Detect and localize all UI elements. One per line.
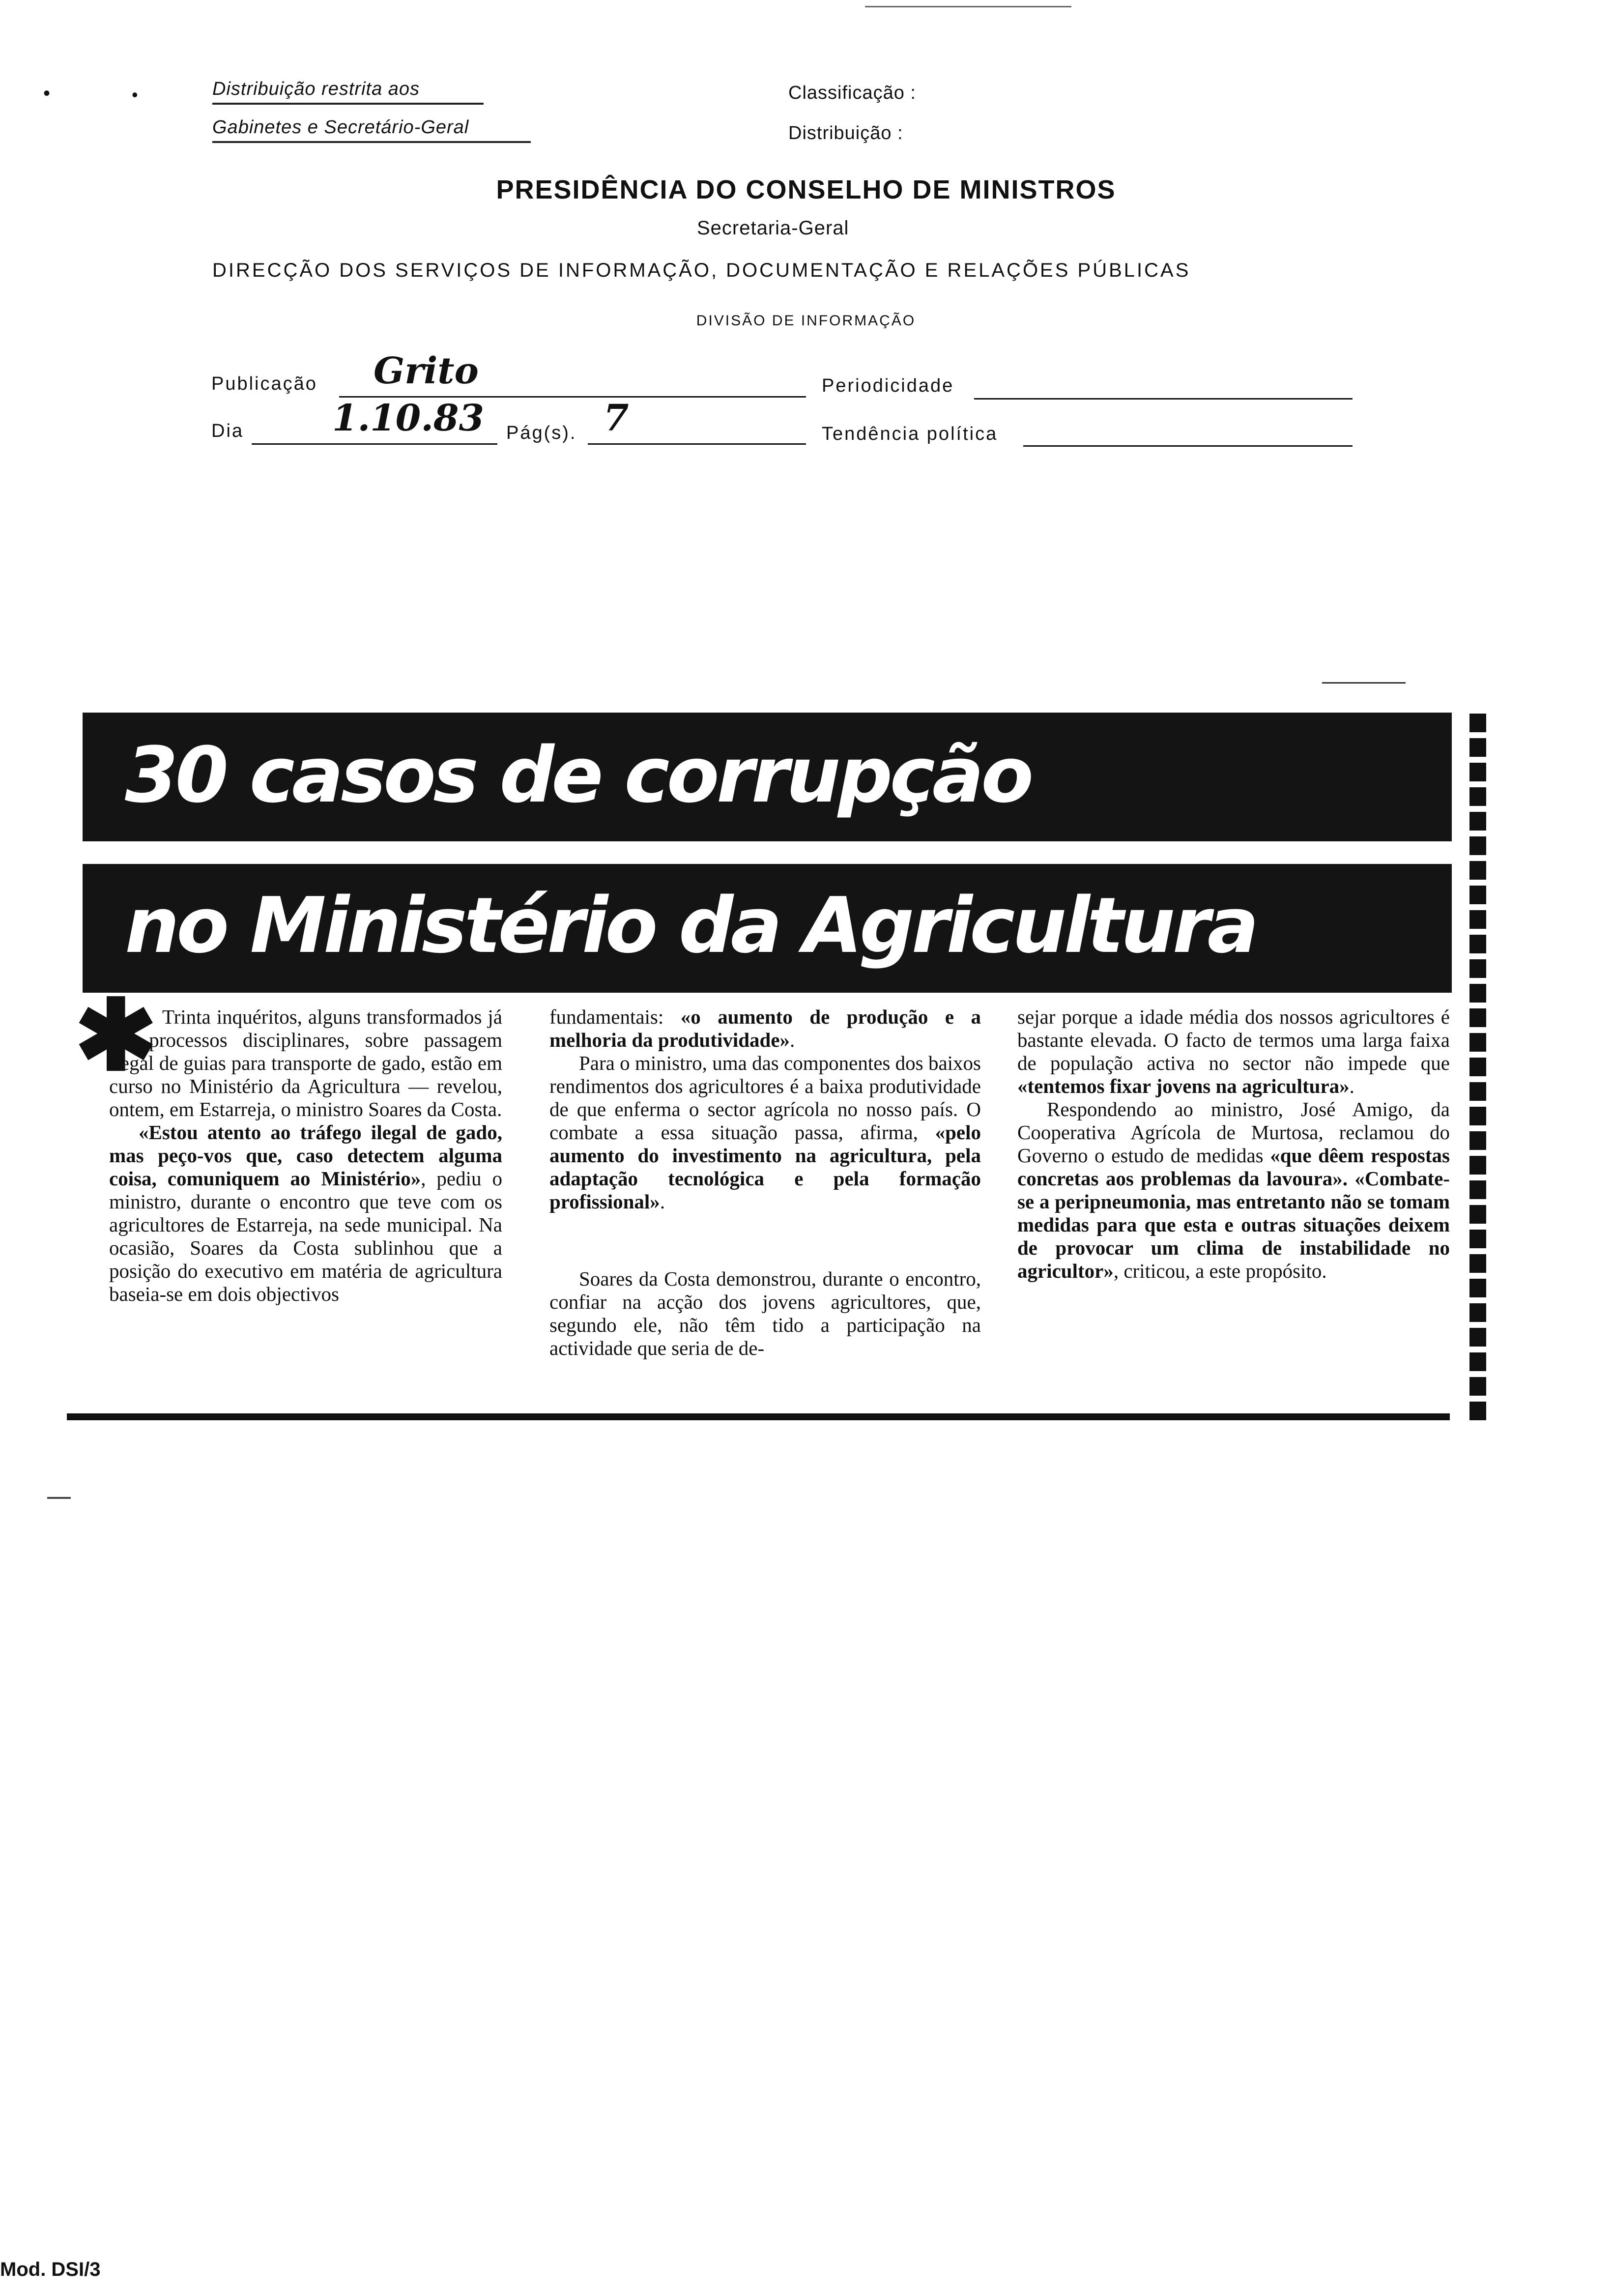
- border-square: [1469, 787, 1486, 806]
- direccao-label: DIRECÇÃO DOS SERVIÇOS DE INFORMAÇÃO, DOCUMENTAÇÃO E RELAÇÕES PÚBLICAS: [212, 259, 1191, 281]
- column-3-text: Respondendo ao ministro, José Amigo, da Cooperativa Agrícola de Murtosa, reclamou do Governo o estudo de medidas: [1017, 1098, 1450, 1167]
- border-square: [1469, 1377, 1486, 1396]
- column-2-quote: «o aumento de produção e a melhoria da produtividade»: [549, 1005, 981, 1051]
- border-square: [1469, 1058, 1486, 1076]
- dia-line: [252, 443, 497, 445]
- column-3-paragraph-1: [1017, 1005, 1450, 1098]
- tendencia-label: Tendência política: [822, 424, 998, 444]
- column-2-paragraph-2: [549, 1052, 981, 1213]
- border-square: [1469, 959, 1486, 978]
- border-square: [1469, 714, 1486, 732]
- border-square: [1469, 1303, 1486, 1322]
- dia-value: 1.10.83: [332, 397, 484, 439]
- border-square: [1469, 1205, 1486, 1224]
- border-square: [1469, 1180, 1486, 1199]
- column-1-quote: «Estou atento ao tráfego ilegal de gado, mas peço-vos que, caso detectem alguma coisa, comuniquem ao Ministério»: [109, 1121, 502, 1190]
- column-2-text: fundamentais:: [549, 1005, 681, 1028]
- border-square: [1469, 1082, 1486, 1101]
- divider: [1322, 682, 1406, 684]
- asterisk-icon: ✱: [75, 982, 157, 1091]
- distribuicao-label: Distribuição :: [788, 123, 903, 144]
- column-2-quote: «pelo aumento do investimento na agricultura, pela adaptação tecnológica e pela formação profissional»: [549, 1121, 981, 1213]
- publicacao-value: Grito: [374, 350, 479, 392]
- border-square: [1469, 763, 1486, 781]
- border-square: [1469, 1352, 1486, 1371]
- column-1-paragraph-2: [109, 1121, 502, 1306]
- column-3-text: , criticou, a este propósito.: [1113, 1260, 1327, 1282]
- column-3-quote: «tentemos fixar jovens na agricultura»: [1017, 1075, 1350, 1097]
- border-square: [1469, 836, 1486, 855]
- border-square: [1469, 886, 1486, 904]
- border-square: [1469, 1008, 1486, 1027]
- column-2-paragraph-1: [549, 1005, 981, 1052]
- border-square: [1469, 1402, 1486, 1420]
- border-square: [1469, 1107, 1486, 1125]
- article-column-3: [1017, 1005, 1450, 1283]
- pags-line: [588, 443, 806, 445]
- tendencia-line: [1023, 445, 1353, 447]
- article-bottom-rule: [67, 1413, 1450, 1420]
- pags-value: 7: [604, 397, 629, 439]
- border-square: [1469, 984, 1486, 1003]
- column-3-paragraph-2: [1017, 1098, 1450, 1283]
- publicacao-label: Publicação: [211, 373, 317, 394]
- column-3-text: sejar porque a idade média dos nossos agricultores é bastante elevada. O facto de termos uma larga faixa de população activa no sector não impede que: [1017, 1005, 1450, 1074]
- column-2-text: Para o ministro, uma das componentes dos baixos rendimentos dos agricultores é a baixa produtividade de que enferma o sector agrícola no nosso país. O combate a essa situação passa, afirma,: [549, 1052, 981, 1144]
- border-square: [1469, 1230, 1486, 1248]
- border-square: [1469, 1033, 1486, 1052]
- column-2-paragraph-3: Soares da Costa demonstrou, durante o encontro, confiar na acção dos jovens agricultores, que, segundo ele, não têm tido a participação na actividade que seria de de-: [549, 1267, 981, 1359]
- pags-label: Pág(s).: [506, 423, 577, 443]
- divisao-label: DIVISÃO DE INFORMAÇÃO: [696, 313, 916, 329]
- periodicidade-label: Periodicidade: [822, 375, 954, 396]
- secretaria-label: Secretaria-Geral: [697, 217, 849, 239]
- periodicidade-line: [974, 398, 1353, 400]
- classificacao-label: Classificação :: [788, 83, 916, 103]
- headline-line-1: 30 casos de corrupção: [125, 730, 1031, 820]
- column-2-text: .: [660, 1190, 665, 1213]
- column-2-text: .: [790, 1029, 795, 1051]
- border-square: [1469, 1254, 1486, 1273]
- border-square: [1469, 1279, 1486, 1297]
- form-code: Mod. DSI/3: [0, 2259, 101, 2280]
- headline-bar-2: [83, 864, 1452, 993]
- article-column-1: [109, 1005, 502, 1306]
- column-3-text: .: [1349, 1075, 1354, 1097]
- headline-line-2: no Ministério da Agricultura: [125, 881, 1256, 970]
- right-border-squares: [1469, 714, 1486, 1431]
- organization-title: PRESIDÊNCIA DO CONSELHO DE MINISTROS: [496, 175, 1116, 204]
- border-square: [1469, 935, 1486, 953]
- border-square: [1469, 1131, 1486, 1150]
- margin-mark: [865, 6, 1071, 7]
- margin-mark: [47, 1497, 71, 1499]
- restriction-line-1: Distribuição restrita aos: [212, 79, 484, 105]
- column-1-paragraph-1: Trinta inquéritos, alguns transformados já em processos disciplinares, sobre passagem ilegal de guias para transporte de gado, estão em curso no Ministério da Agricultura — revelou, ontem, em Estarreja, o ministro Soares da Costa.: [109, 1005, 502, 1120]
- border-square: [1469, 812, 1486, 831]
- border-square: [1469, 861, 1486, 880]
- column-3-quote: «que dêem respostas concretas aos problemas da lavoura». «Combate-se a peripneumonia, mas entretanto não se tomam medidas para que esta e outras situações deixem de provocar um clima de instabilidade no agricultor»: [1017, 1144, 1450, 1282]
- column-1-text: , pediu o ministro, durante o encontro que teve com os agricultores de Estarreja, na sede municipal. Na ocasião, Soares da Costa sublinhou que a posição do executivo em matéria de agricultura baseia-se em dois objectivos: [109, 1167, 502, 1305]
- restriction-line-2: Gabinetes e Secretário-Geral: [212, 117, 531, 143]
- bullet-mark: •: [132, 85, 138, 105]
- border-square: [1469, 1328, 1486, 1347]
- border-square: [1469, 1156, 1486, 1175]
- border-square: [1469, 738, 1486, 757]
- bullet-mark: •: [43, 83, 51, 104]
- headline-bar-1: [83, 713, 1452, 841]
- border-square: [1469, 910, 1486, 929]
- dia-label: Dia: [211, 421, 244, 441]
- article-column-2: [549, 1005, 981, 1360]
